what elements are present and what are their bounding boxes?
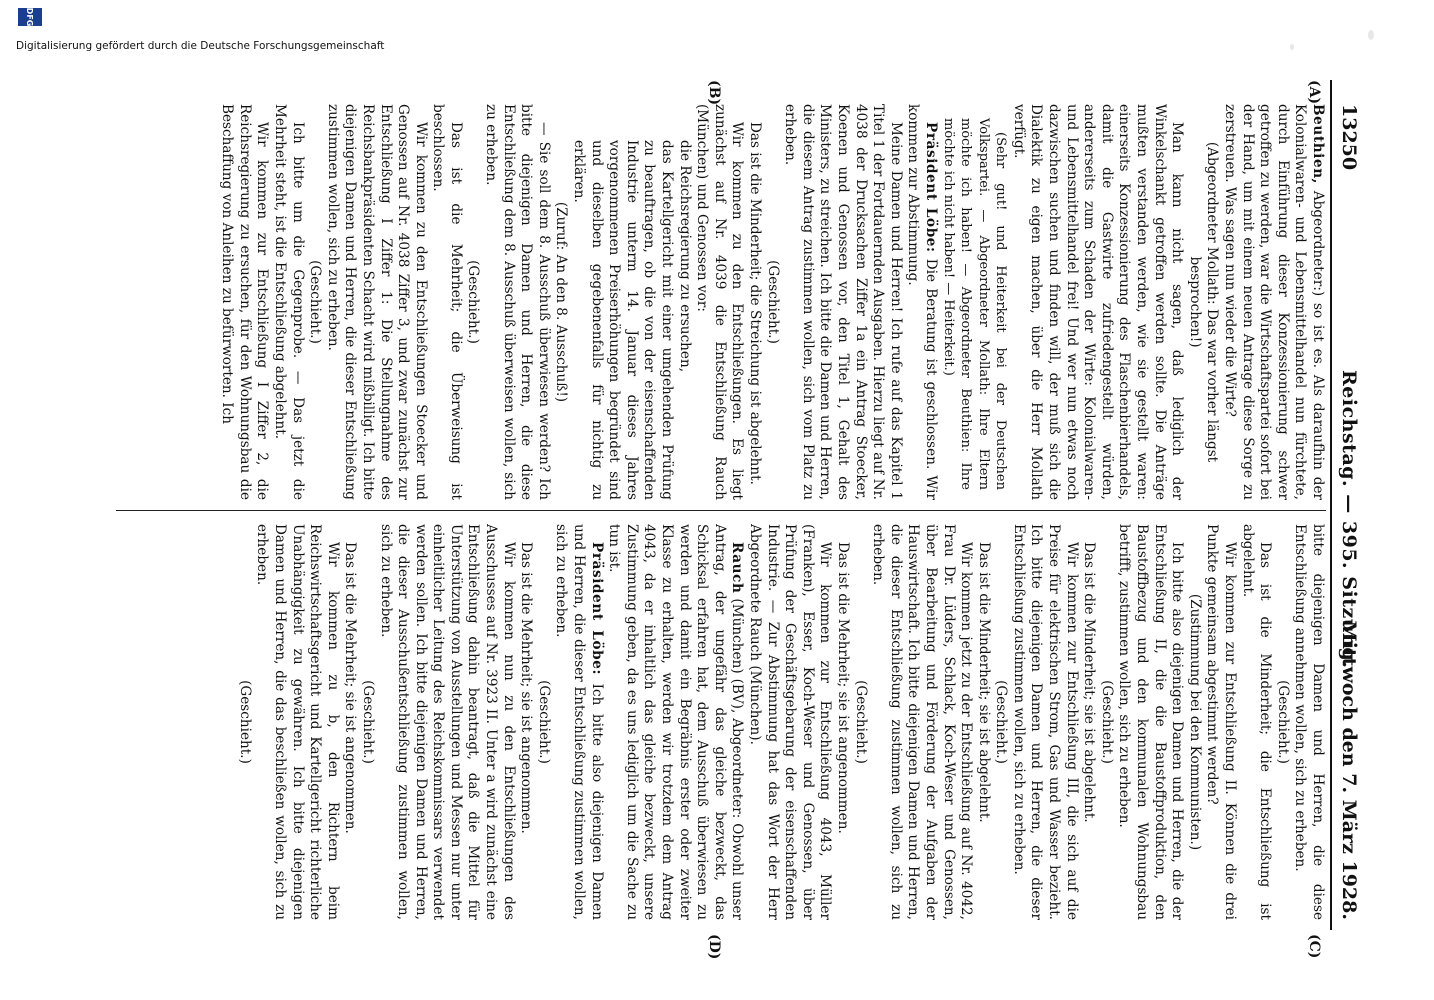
- paragraph-text: Das ist die Minderheit; die Streichung ist abgelehnt.: [747, 122, 763, 485]
- paragraph-text: Wir kommen zur Entschließung III, die sich auf die Preise für elektrischen Strom, Gas und Wasser bezieht. Ich bitte diejenigen Damen und Herren, die dieser Entschließung zustimmen wollen, sich zu erheben.: [1010, 524, 1080, 920]
- paragraph-text: (Geschieht.): [465, 260, 482, 344]
- paragraph: [235, 524, 253, 920]
- paragraph-text: Meine Damen und Herren! Ich rufe auf das Kapitel 1 Titel 1 der Fortdauernden Ausgaben. Hierzu liegt auf Nr. 4038 der Drucksachen Ziffer 1a ein Antrag Stoecker, Koenen und Genossen vor, den Titel 1, Gehalt des Ministers, zu streichen. Ich bitte die Damen und Herren, die diesem Antrag zustimmen wollen, sich vom Platz zu erheben.: [782, 104, 904, 500]
- paragraph: [253, 524, 341, 920]
- paragraph: [482, 104, 552, 500]
- paragraph-text: Das ist die Mehrheit; sie ist angenommen.: [518, 542, 535, 834]
- paragraph-text: (Sehr gut! und Heiterkeit bei der Deutschen Volkspartei. — Abgeordneter Mollath: Ihre Eltern möchte ich haben! — Abgeordneter Beuthien: Ihre möchte ich nicht haben! — Heiterkeit.): [940, 118, 1009, 490]
- paragraph-text: bitte diejenigen Damen und Herren, die diese Entschließung annehmen wollen, sich zu erheben.: [1292, 524, 1326, 920]
- scan-smudge: [1290, 44, 1294, 50]
- paragraph: [851, 524, 869, 920]
- paragraph-text: (Geschieht.): [1098, 680, 1115, 764]
- paragraph: [1291, 524, 1326, 920]
- column-divider: [116, 510, 1326, 511]
- paragraph: [1009, 104, 1185, 500]
- paragraph-text: Wir kommen zu den Entschließungen Stoecker und Genossen auf Nr. 4038 Ziffer 3, und zwar zunächst zur Entschließung I Ziffer 1: Die Stellungnahme des Reichsbankpräsidenten Schacht wird mißbilligt. Ich bitte diejenigen Damen und Herren, die dieser Entschließung zustimmen wollen, sich zu erheben.: [324, 104, 429, 500]
- paragraph-text: (Abgeordneter Mollath: Das war vorher längst besprochen!): [1186, 141, 1221, 463]
- paragraph: [569, 104, 675, 500]
- paragraph-text: die Reichsregierung zu ersuchen,: [676, 140, 693, 373]
- paragraph: [1185, 524, 1203, 920]
- paragraph: [306, 104, 324, 500]
- page-header: [1330, 80, 1362, 930]
- paragraph-text: — Sie soll dem 8. Ausschuß überwiesen werden? Ich bitte diejenigen Damen und Herren, die diese Entschließung dem 8. Ausschuß überweisen wollen, sich zu erheben.: [483, 104, 552, 500]
- paragraph: [1220, 104, 1326, 500]
- paragraph-text: Wir kommen zur Entschließung I Ziffer 2, die Reichsregierung zu ersuchen, für den Wohnungsbau die Beschaffung von Anleihen zu befürworten. Ich: [219, 104, 271, 500]
- paragraph: [833, 524, 851, 920]
- paragraph-text: Das ist die Mehrheit; die Überweisung ist beschlossen.: [430, 104, 464, 500]
- dfg-logo: DFG: [18, 8, 42, 26]
- paragraph: [745, 524, 833, 920]
- paragraph: [745, 104, 763, 500]
- paragraph-text: (Geschieht.): [535, 680, 552, 764]
- scan-smudge: [1368, 30, 1374, 40]
- paragraph: [323, 104, 429, 500]
- right-text-column: [116, 524, 1326, 920]
- paragraph-text: Ich bitte also diejenigen Damen und Herren, die der Entschließung II, die die Baustoffproduktion, den Baustoffbezug und den kommunalen Wohnungsbau betrifft, zustimmen wollen, sich zu erheben.: [1116, 524, 1186, 920]
- paragraph-text: (München) (BV), Abgeordneter: Obwohl unser Antrag, der ungefähr das gleiche bezweckt, das Schicksal erfahren hat, dem Ausschuß überwiesen zu werden und damit ein Begräbnis erster oder zweiter Klasse zu erhalten, werden wir trotzdem dem Antrag 4043, da er inhaltlich das gleiche bezweckt, unsere Zustimmung geben, da es uns lediglich um die Sache zu tun ist.: [606, 524, 746, 920]
- paragraph-text: Wir kommen zur Entschließung II. Können die drei Punkte gemeinsam abgestimmt werden?: [1204, 524, 1239, 920]
- paragraph: [1080, 524, 1098, 920]
- paragraph: [992, 524, 1010, 920]
- paragraph-text: Wir kommen nun zu den Entschließungen des Ausschusses auf Nr. 3923 II. Unter a wird zunächst eine Entschließung dahin beantragt, daß die Mittel für Unterstützung von Ausstellungen und Messen nur unter einheitlicher Leitung des Reichskommissars verwendet werden sollen. Ich bitte diejenigen Damen und Herren, die dieser Ausschußentschließung zustimmen wollen, sich zu erheben.: [377, 524, 517, 920]
- margin-marker-a: (A): [1306, 80, 1322, 105]
- paragraph-text: Wir kommen zu b, den Richtern beim Reichswirtschaftsgericht und Kartellgericht richterliche Unabhängigkeit zu gewähren. Ich bitte diejenigen Damen und Herren, die das beschließen wollen, sich zu erheben.: [254, 524, 341, 920]
- page-number: 13250: [1338, 104, 1360, 171]
- speaker-name: Rauch: [729, 542, 746, 594]
- paragraph: [270, 104, 305, 500]
- paragraph: [693, 104, 746, 500]
- speaker-name: Präsident Löbe:: [922, 122, 939, 253]
- paragraph: [605, 524, 746, 920]
- paragraph-text: (Geschieht.): [852, 680, 869, 764]
- speaker-name: Beuthien,: [1310, 104, 1326, 185]
- paragraph: [1273, 524, 1291, 920]
- paragraph-text: Das ist die Mehrheit; sie ist angenommen.: [342, 542, 359, 834]
- paragraph-text: (Zustimmung bei den Kommunisten.): [1186, 593, 1203, 851]
- header-title: Reichstag. — 395. Sitzung.: [1338, 370, 1360, 669]
- paragraph: [1115, 524, 1185, 920]
- paragraph-text: (Geschieht.): [993, 680, 1010, 764]
- paragraph: [781, 104, 904, 500]
- speaker-name: Präsident Löbe:: [588, 542, 605, 676]
- paragraph: [1009, 524, 1079, 920]
- paragraph: [358, 524, 376, 920]
- paragraph-text: (Zuruf: An den 8. Ausschuß!): [553, 201, 570, 403]
- funding-note: Digitalisierung gefördert durch die Deutsche Forschungsgemeinschaft: [16, 40, 385, 52]
- paragraph-text: Das ist die Minderheit; sie ist abgelehnt.: [1081, 542, 1098, 823]
- paragraph-text: Ich bitte um die Gegenprobe. — Das jetzt die Mehrheit steht, ist die Entschließung abgelehnt.: [271, 104, 306, 500]
- paragraph-text: Wir kommen zur Entschließung 4043, Müller (Franken), Esser, Koch-Weser und Genossen, über Prüfung der Geschäftsgebarung der eisenschaffenden Industrie. — Zur Abstimmung hat das Wort der Herr Abgeordnete Rauch (München).: [747, 524, 834, 920]
- left-text-column: [116, 104, 1326, 500]
- paragraph: [1185, 104, 1220, 500]
- paragraph: [1203, 524, 1238, 920]
- paragraph: [1097, 524, 1115, 920]
- paragraph: [904, 104, 939, 500]
- paragraph: [341, 524, 359, 920]
- paragraph-text: Ich bitte also diejenigen Damen und Herren, die dieser Entschließung zustimmen wollen, sich zu erheben.: [553, 524, 605, 920]
- paragraph: [534, 524, 552, 920]
- paragraph: [429, 104, 464, 500]
- paragraph: [974, 524, 992, 920]
- paragraph-text: Das ist die Minderheit; sie ist abgelehnt.: [975, 542, 992, 823]
- paragraph: [869, 524, 975, 920]
- paragraph: [675, 104, 693, 500]
- margin-marker-b: (B): [706, 80, 722, 106]
- paragraph: [552, 524, 605, 920]
- paragraph-text: Die Beratung ist geschlossen. Wir kommen zur Abstimmung.: [905, 104, 939, 500]
- paragraph-text: (Geschieht.): [359, 680, 376, 764]
- paragraph-text: (Geschieht.): [236, 680, 253, 764]
- paragraph: [939, 104, 1009, 500]
- paragraph-text: (Geschieht.): [1274, 680, 1291, 764]
- paragraph-text: (Geschieht.): [764, 260, 781, 344]
- paragraph-text: das Kartellgericht mit einer umgehenden Prüfung zu beauftragen, ob die von der eisenschaffenden Industrie unterm 14. Januar dieses Jahres vorgenommenen Preiserhöhungen begründet sind und dieselben gegebenenfalls für nichtig zu erklären.: [571, 140, 676, 500]
- paragraph-text: Wir kommen jetzt zu der Entschließung auf Nr. 4042, Frau Dr. Lüders, Schlack, Koch-Weser und Genossen, über Bearbeitung und Förderung der Aufgaben der Hauswirtschaft. Ich bitte diejenigen Damen und Herren, die dieser Entschließung zustimmen wollen, sich zu erheben.: [870, 524, 975, 920]
- paragraph: [1238, 524, 1273, 920]
- paragraph: [552, 104, 570, 500]
- paragraph: [464, 104, 482, 500]
- margin-marker-c: (C): [1306, 934, 1322, 959]
- paragraph-text: Das ist die Mehrheit; sie ist angenommen.: [834, 542, 851, 834]
- paragraph: [517, 524, 535, 920]
- paragraph-text: Man kann nicht sagen, daß lediglich der Winkelschankt getroffen werden sollte. Die Anträge mußten verstanden werden, wie sie gestellt waren: einerseits Konzessionierung des Flaschenbierhandels, damit die Gastwirte zufriedengestellt würden, andererseits zum Schaden der Wirte: Kolonialwaren- und Lebensmittelhandel frei! Und wer nun etwas noch dazwischen suchen und finden will, der muß sich die Dialektik zu eigen machen, über die Herr Mollath verfügt.: [1010, 104, 1186, 500]
- paragraph-text: Das ist die Minderheit; die Entschließung ist abgelehnt.: [1239, 524, 1274, 920]
- paragraph: [763, 104, 781, 500]
- paragraph: [376, 524, 517, 920]
- paragraph-text: (Geschieht.): [307, 260, 324, 344]
- paragraph: [218, 104, 271, 500]
- paragraph-text: Wir kommen zu den Entschließungen. Es liegt zunächst auf Nr. 4039 die Entschließung Rauch (München) und Genossen vor:: [694, 104, 746, 500]
- paragraph-text: Abgeordneter:) so ist es. Als daraufhin der Kolonialwaren- und Lebensmittelhandel nun fürchtete, durch Einführung dieser Konzessionierung schwer getroffen zu werden, war die Wirtschaftspartei sofort bei der Hand, um mit einem neuen Antrage diese Sorge zu zerstreuen. Was sagen nun wieder die Wirte?: [1222, 104, 1326, 500]
- margin-marker-d: (D): [706, 934, 722, 960]
- header-date: Mittwoch den 7. März 1928.: [1338, 620, 1360, 920]
